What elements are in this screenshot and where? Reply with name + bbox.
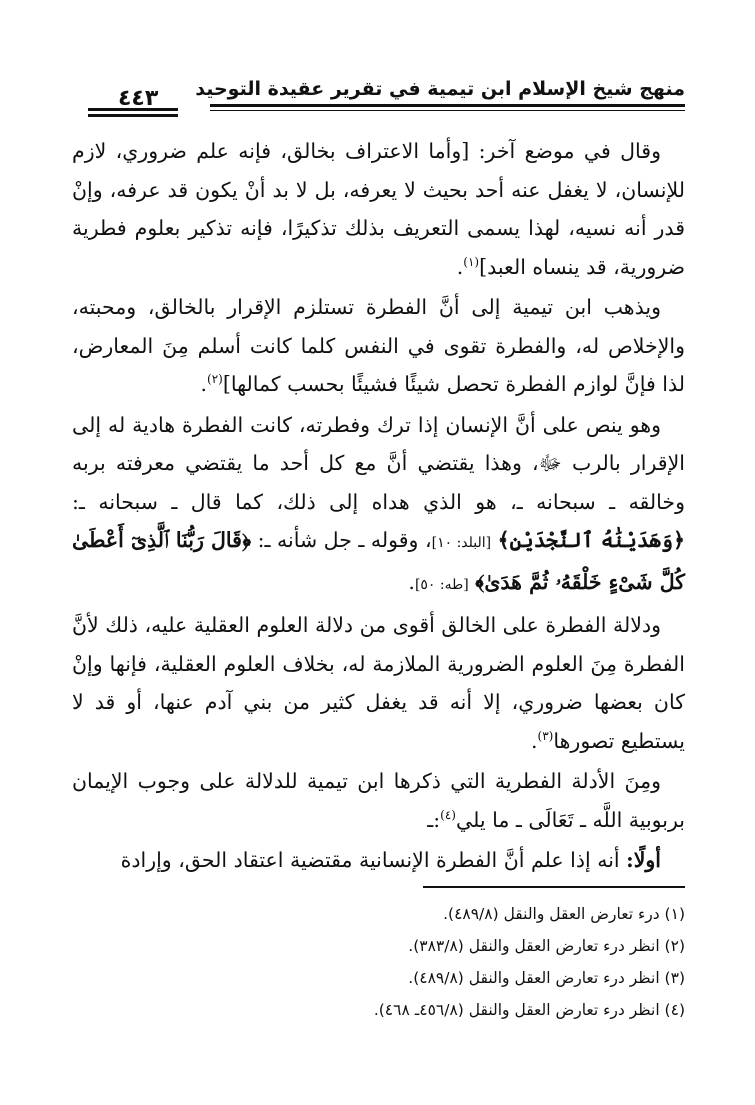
verse-1-reference: [البلد: ١٠]: [431, 535, 492, 551]
footnote-2: (٢) انظر درء تعارض العقل والنقل (٣٨٣/٨).: [408, 937, 685, 955]
paragraph-1-text: وقال في موضع آخر: [وأما الاعتراف بخالق، فإنه علم ضروري، لازم للإنسان، لا يغفل عنه أحد بحيث لا يعرفه، بل لا بد أنْ يكون قد عرفه، وإنْ قدر أنه نسيه، لهذا يسمى التعريف بذلك تذكيرًا، فإنه تذكير بعلوم فطرية ضرورية، قد ينساه العبد]: [72, 139, 685, 279]
paragraph-5-tail: :ـ: [427, 807, 441, 832]
footnote-rule: [423, 886, 685, 888]
paragraph-6-lead: أولًا:: [626, 848, 661, 872]
paragraph-2: [72, 288, 685, 404]
paragraph-4: [72, 606, 685, 760]
paragraph-3-mid: ، وقوله ـ جل شأنه ـ:: [257, 528, 432, 552]
paragraph-2-text: ويذهب ابن تيمية إلى أنَّ الفطرة تستلزم الإقرار بالخالق، ومحبته، والإخلاص له، والفطرة تقوى في النفس كلما كانت أسلم مِنَ المعارض، لذا فإنَّ لوازم الفطرة تحصل شيئًا فشيئًا بحسب كمالها]: [72, 295, 685, 396]
footnote-ref-1: (١): [463, 254, 480, 269]
body-text: [72, 132, 685, 880]
page-number: ٤٤٣: [118, 86, 159, 111]
paragraph-1-tail: .: [456, 254, 464, 279]
paragraph-6: [72, 841, 685, 880]
footnote-3: (٣) انظر درء تعارض العقل والنقل (٤٨٩/٨).: [408, 969, 685, 987]
page-number-rule-1: [88, 108, 178, 111]
footnote-ref-2: (٢): [207, 372, 223, 387]
footnotes: [72, 898, 685, 1026]
footnote-ref-3: (٣): [537, 728, 554, 743]
footnote-4: (٤) انظر درء تعارض العقل والنقل (٤٥٦/٨ـ ٤٦٨).: [373, 1001, 685, 1019]
quran-verse-2: ﴿قَالَ رَبُّنَا ٱلَّذِىٓ أَعْطَىٰ كُلَّ شَىْءٍ خَلْقَهُۥ ثُمَّ هَدَىٰ﴾: [72, 528, 685, 594]
verse-2-reference: [طه: ٥٠]: [414, 576, 469, 593]
paragraph-3-text: وهو ينص على أنَّ الإنسان إذا ترك وفطرته، كانت الفطرة هادية له إلى الإقرار بالرب ﷻ، وهذا يقتضي أنَّ مع كل أحد ما يقتضي معرفته بربه وخالقه ـ سبحانه ـ، هو الذي هداه إلى ذلك، كما قال ـ سبحانه ـ:: [72, 412, 685, 514]
page-number-rules: [88, 108, 178, 120]
paragraph-3: [72, 406, 685, 605]
quran-verse-1: ﴿وَهَدَيْنَٰهُ ٱلنَّجْدَيْنِ﴾: [497, 528, 685, 552]
paragraph-5: [72, 762, 685, 839]
page-number-rule-2: [88, 114, 178, 117]
paragraph-6-text: أنه إذا علم أنَّ الفطرة الإنسانية مقتضية اعتقاد الحق، وإرادة: [120, 848, 620, 872]
paragraph-1: [72, 132, 685, 286]
paragraph-2-tail: .: [200, 372, 208, 396]
paragraph-4-text: ودلالة الفطرة على الخالق أقوى من دلالة العلوم العقلية عليه، ذلك لأنَّ الفطرة مِنَ العلوم الضرورية الملازمة له، بخلاف العلوم العقلية، فإنها وإنْ كان بعضها ضروري، إلا أنه قد يغفل كثير من بني آدم عنها، أو قد لا يستطيع تصورها: [72, 613, 685, 753]
paragraph-5-text: ومِنَ الأدلة الفطرية التي ذكرها ابن تيمية للدلالة على وجوب الإيمان بربوبية اللَّه ـ تَعَالَى ـ ما يلي: [72, 769, 685, 832]
page-header: [88, 78, 685, 116]
footnote-1: (١) درء تعارض العقل والنقل (٤٨٩/٨).: [443, 905, 685, 923]
paragraph-4-tail: .: [531, 728, 538, 753]
running-title: منهج شيخ الإسلام ابن تيمية في تقرير عقيدة التوحيد: [195, 78, 685, 100]
header-rule: [210, 104, 685, 111]
footnote-ref-4: (٤): [440, 807, 456, 822]
paragraph-3-tail: .: [408, 569, 415, 594]
